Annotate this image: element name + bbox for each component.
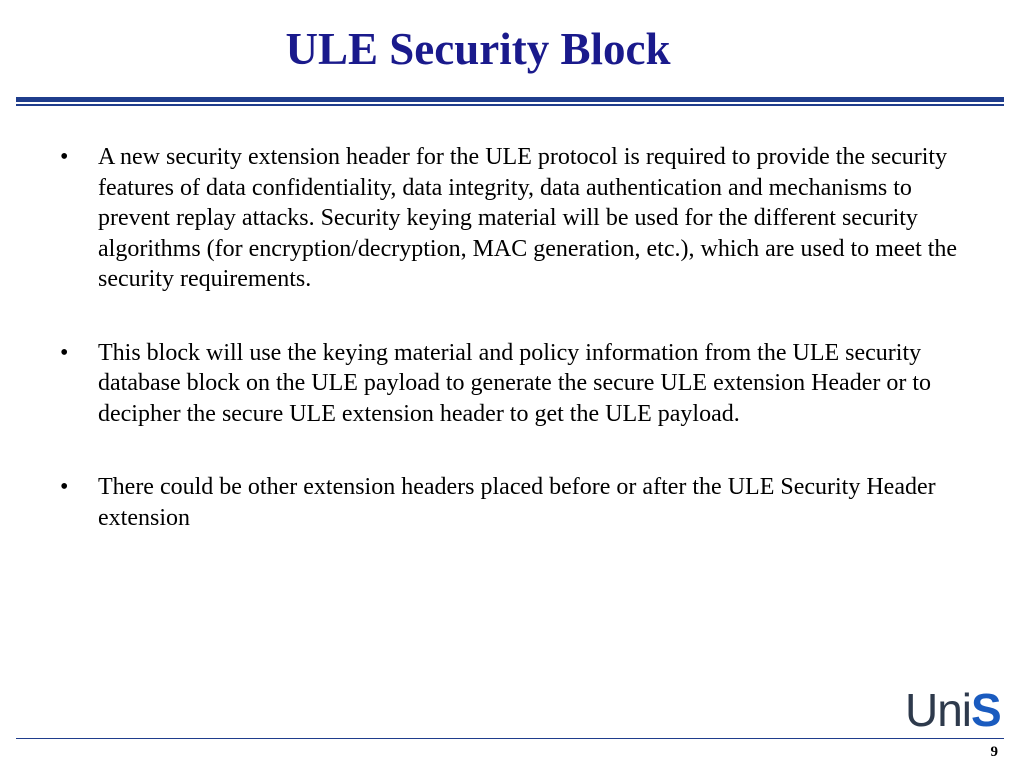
title-divider-thick [16,97,1004,102]
bullet-item [60,142,960,295]
unis-logo [905,682,1001,738]
bullet-text: There could be other extension headers placed before or after the ULE Security Header extension [98,474,936,531]
bullet-list [60,142,960,576]
bullet-text: A new security extension header for the ULE protocol is required to provide the security features of data confidentiality, data integrity, data authentication and mechanisms to prevent replay attacks. Security keying material will be used for the different security algorithms (for encryption/decryption, MAC generation, etc.), which are used to meet the security requirements. [98,144,958,292]
bullet-text: This block will use the keying material and policy information from the ULE security database block on the ULE payload to generate the secure ULE extension Header or to decipher the secure ULE extension header to get the ULE payload. [98,339,932,427]
logo-text-uni: Uni [905,684,972,736]
bullet-marker: • [60,144,69,170]
title-divider-thin [16,104,1004,106]
title-divider [16,97,1004,107]
logo-text-s: S [971,684,1001,736]
footer-divider [16,738,1004,739]
page-number: 9 [990,744,998,760]
bullet-item [60,338,960,430]
slide-title: ULE Security Block [285,24,671,74]
bullet-marker: • [60,339,69,366]
bullet-marker: • [60,474,69,500]
bullet-item [60,472,960,533]
